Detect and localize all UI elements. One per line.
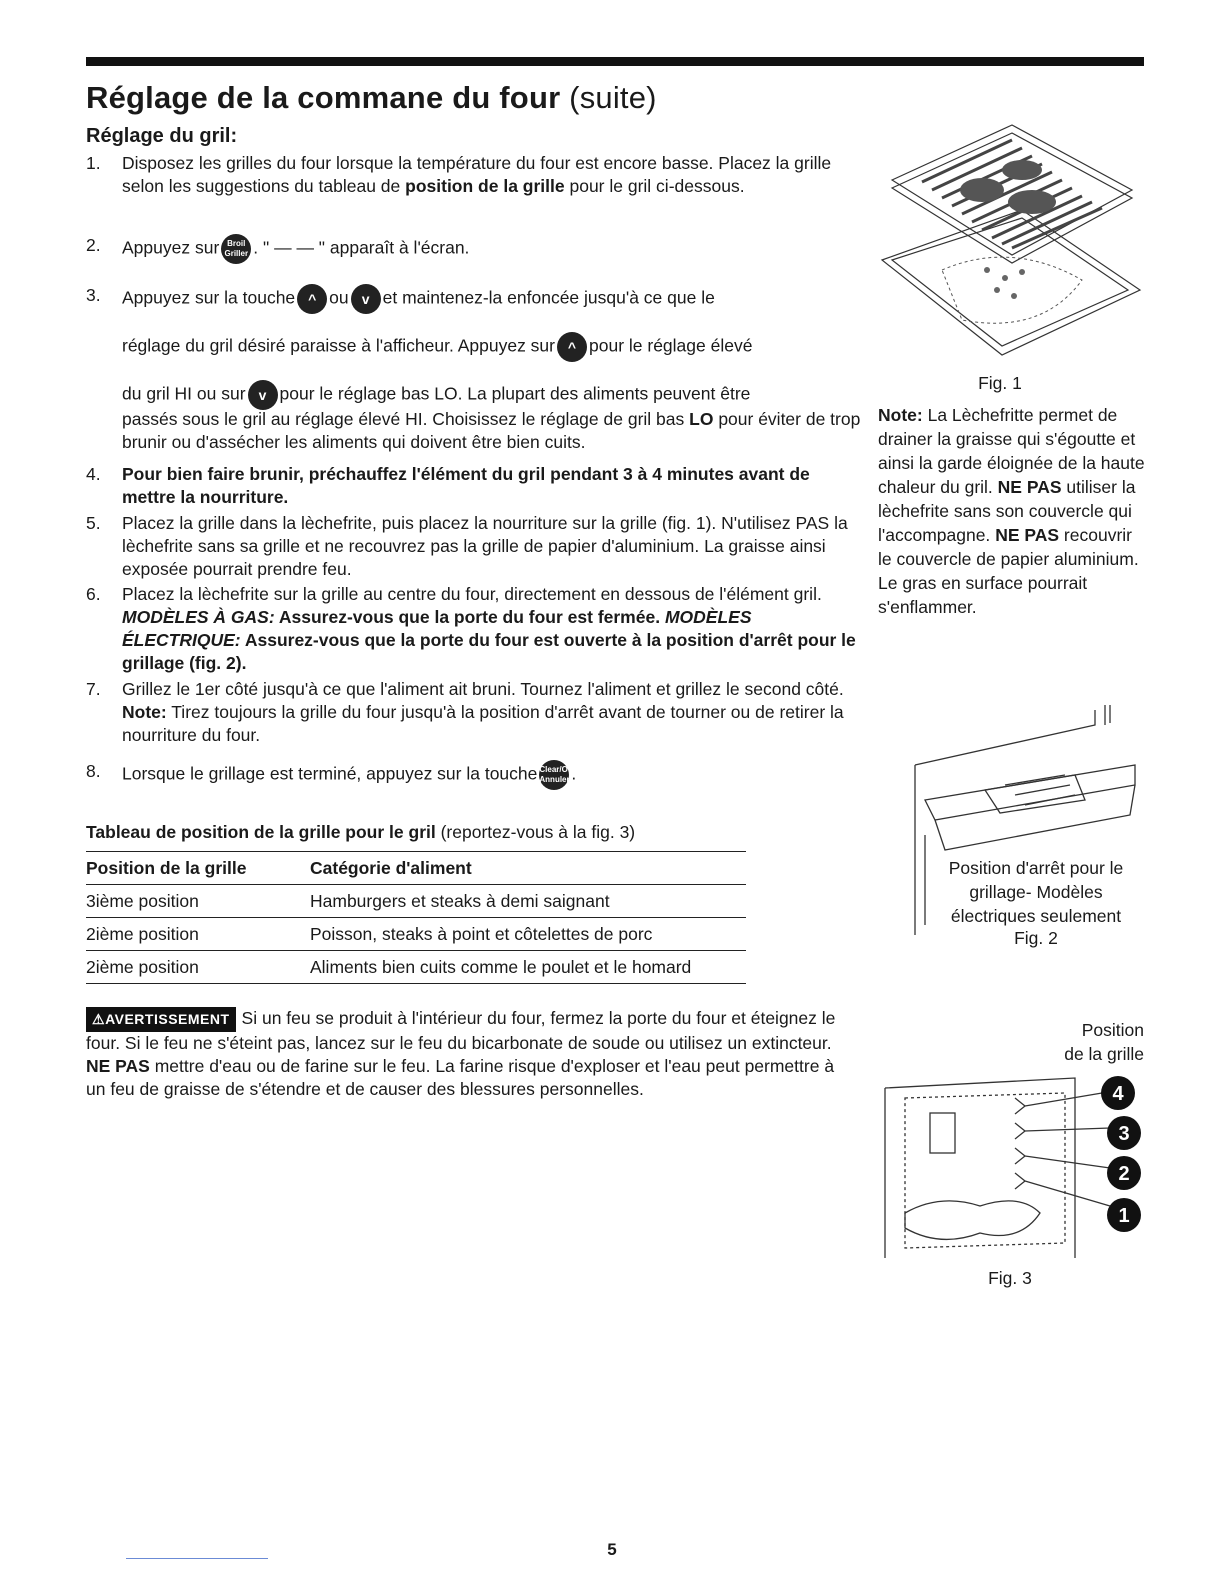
top-rule — [86, 57, 1144, 66]
table-cell: 3ième position — [86, 885, 310, 918]
table-cell: 2ième position — [86, 951, 310, 984]
rack-position-3-icon — [1107, 1116, 1141, 1150]
rack-position-2-icon — [1107, 1156, 1141, 1190]
broiler-pan-illustration — [872, 120, 1144, 366]
warning-block: ⚠AVERTISSEMENT Si un feu se produit à l'intérieur du four, fermez la porte du four et éteignez le four. Si le feu ne s'éteint pas, lancez sur le feu du bicarbonate de soude ou utilisez un extincteur. NE PAS mettre d'eau ou de farine sur le feu. La farine risque d'exploser et l'eau peut permettre à un feu de graisse de s'étendre et de causer des blessures personnelles. — [86, 1008, 836, 1099]
up-arrow-icon: ^ — [297, 284, 327, 314]
note-block: Note: La Lèchefritte permet de drainer la graisse qui s'égoutte et ainsi la garde éloignée de la haute chaleur du gril. NE PAS utiliser la lèchefrite sans son couvercle qui l'accompagne. NE PAS recouvrir le couvercle de papier aluminium. Le gras en surface pourrait s'enflammer. — [878, 405, 1145, 617]
broil-button-icon: Broil Griller — [221, 234, 251, 264]
table-header: Position de la grille — [86, 852, 310, 885]
clear-off-button-icon: Clear/Off Annuler — [539, 760, 569, 790]
rack-position-1-label: 1 — [1118, 1205, 1130, 1227]
table-header: Catégorie d'aliment — [310, 852, 746, 885]
rack-position-4-label: 4 — [1112, 1083, 1124, 1105]
rack-position-1-icon — [1107, 1198, 1141, 1232]
down-arrow-icon: v — [248, 380, 278, 410]
table-header-row — [86, 852, 746, 885]
rack-position-table — [86, 851, 746, 984]
table-cell: 2ième position — [86, 918, 310, 951]
warning-badge: ⚠AVERTISSEMENT — [86, 1007, 236, 1032]
fig1-caption: Fig. 1 — [978, 373, 1022, 393]
page-title: Réglage de la commane du four (suite) — [86, 80, 657, 115]
bottom-link-line — [126, 1558, 268, 1559]
rack-position-4-icon — [1101, 1076, 1135, 1110]
up-arrow-icon: ^ — [557, 332, 587, 362]
rack-position-2-label: 2 — [1118, 1163, 1130, 1185]
page-number: 5 — [607, 1540, 617, 1559]
warning-triangle-icon: ⚠ — [92, 1011, 106, 1027]
fig2-label: Position d'arrêt pour le grillage- Modèles électriques seulement — [948, 858, 1124, 926]
fig3-label: Position de la grille — [1064, 1020, 1144, 1064]
table-row — [86, 951, 746, 984]
rack-position-3-label: 3 — [1118, 1123, 1130, 1145]
rack-positions-illustration — [880, 1068, 1144, 1264]
table-row — [86, 918, 746, 951]
table-cell: Aliments bien cuits comme le poulet et le homard — [310, 951, 746, 984]
table-cell: Poisson, steaks à point et côtelettes de porc — [310, 918, 746, 951]
table-row — [86, 885, 746, 918]
table-title: Tableau de position de la grille pour le gril (reportez-vous à la fig. 3) — [86, 822, 636, 842]
section-subtitle: Réglage du gril: — [86, 125, 238, 147]
fig3-caption: Fig. 3 — [988, 1268, 1032, 1288]
fig2-caption: Fig. 2 — [1014, 928, 1058, 948]
table-cell: Hamburgers et steaks à demi saignant — [310, 885, 746, 918]
down-arrow-icon: v — [351, 284, 381, 314]
